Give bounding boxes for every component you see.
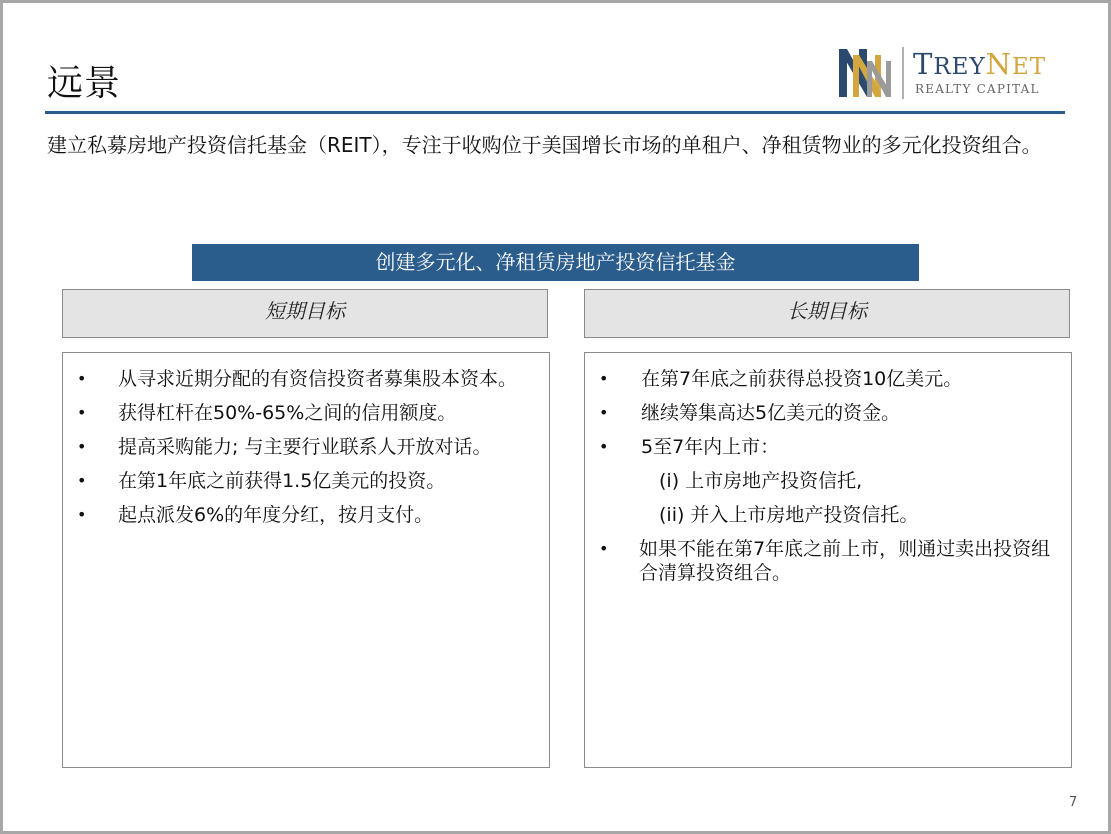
long-term-list <box>585 367 1071 595</box>
list-item-text: 获得杠杆在50%-65%之间的信用额度。 <box>118 402 457 424</box>
list-item-text: 5至7年内上市： <box>641 436 780 458</box>
logo-wordmark <box>913 47 1046 84</box>
logo-divider <box>902 47 904 99</box>
list-item <box>585 537 1071 585</box>
bullet-icon: • <box>599 403 609 422</box>
list-item-text: 在第7年底之前获得总投资10亿美元。 <box>641 368 963 390</box>
list-item-text: 提高采购能力; 与主要行业联系人开放对话。 <box>118 436 492 458</box>
bullet-icon: • <box>599 369 609 388</box>
bullet-icon: • <box>599 539 609 558</box>
list-item <box>63 503 549 527</box>
treynet-logo-mark-icon <box>837 45 897 101</box>
treynet-logo <box>837 45 1057 103</box>
short-term-header: 短期目标 <box>62 289 548 338</box>
long-term-panel <box>584 352 1072 768</box>
bullet-icon: • <box>77 471 87 490</box>
bullet-icon: • <box>77 437 87 456</box>
list-item <box>585 401 1071 425</box>
sub-list-item: (i) 上市房地产投资信托, <box>659 470 863 492</box>
list-item-text: 起点派发6%的年度分红，按月支付。 <box>118 504 434 526</box>
bullet-icon: • <box>77 505 87 524</box>
list-item <box>63 435 549 459</box>
bullet-icon: • <box>77 369 87 388</box>
logo-letter-t: T <box>913 47 934 81</box>
page-number: 7 <box>1069 795 1078 810</box>
list-item <box>63 401 549 425</box>
short-term-panel <box>62 352 550 768</box>
short-term-list <box>63 367 549 537</box>
logo-letters-et: ET <box>1012 54 1047 80</box>
list-item <box>585 367 1071 391</box>
sub-list-item: (ii) 并入上市房地产投资信托。 <box>659 504 919 526</box>
logo-letters-rey: REY <box>933 54 986 80</box>
bullet-icon: • <box>77 403 87 422</box>
list-item-text: 继续筹集高达5亿美元的资金。 <box>641 402 901 424</box>
list-item-text: 如果不能在第7年底之前上市，则通过卖出投资组合清算投资组合。 <box>639 538 1051 584</box>
header-divider <box>45 111 1065 114</box>
logo-subtitle: REALTY CAPITAL <box>915 82 1040 96</box>
long-term-header: 长期目标 <box>584 289 1070 338</box>
goal-banner: 创建多元化、净租赁房地产投资信托基金 <box>192 244 919 281</box>
list-item <box>585 435 1071 459</box>
bullet-icon: • <box>599 437 609 456</box>
logo-letter-n: N <box>985 47 1013 81</box>
list-item <box>63 469 549 493</box>
page-title: 远景 <box>47 63 122 104</box>
vision-statement: 建立私募房地产投资信托基金（REIT），专注于收购位于美国增长市场的单租户、净租赁物业的多元化投资组合。 <box>47 133 1042 157</box>
list-item-text: 从寻求近期分配的有资信投资者募集股本资本。 <box>118 368 518 390</box>
list-item-text: 在第1年底之前获得1.5亿美元的投资。 <box>118 470 446 492</box>
list-item <box>63 367 549 391</box>
